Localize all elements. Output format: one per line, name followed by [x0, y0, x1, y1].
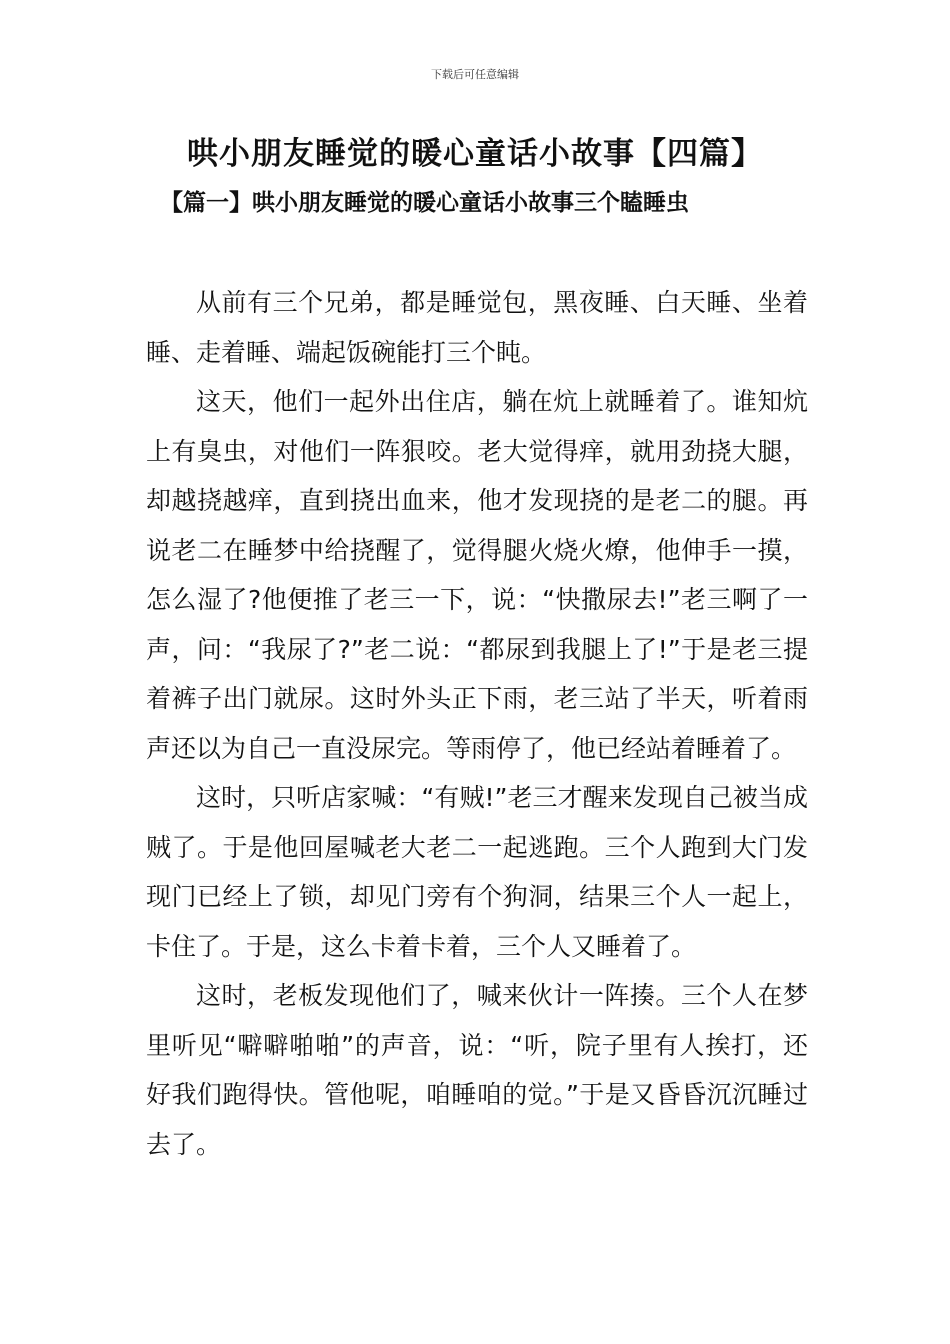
paragraph: 这天，他们一起外出住店，躺在炕上就睡着了。谁知炕上有臭虫，对他们一阵狠咬。老大觉得痒，就用劲挠大腿，却越挠越痒，直到挠出血来，他才发现挠的是老二的腿。再说老二在睡梦中给挠醒了，觉得腿火烧火燎，他伸手一摸，怎么湿了?他便推了老三一下，说：“快撒尿去!”老三啊了一声，问：“我尿了?”老二说：“都尿到我腿上了!”于是老三提着裤子出门就尿。这时外头正下雨，老三站了半天，听着雨声还以为自己一直没尿完。等雨停了，他已经站着睡着了。 — [146, 387, 808, 763]
document-title: 哄小朋友睡觉的暖心童话小故事【四篇】 — [187, 136, 763, 172]
paragraph: 这时，只听店家喊：“有贼!”老三才醒来发现自己被当成贼了。于是他回屋喊老大老二一起逃跑。三个人跑到大门发现门已经上了锁，却见门旁有个狗洞，结果三个人一起上，卡住了。于是，这么卡着卡着，三个人又睡着了。 — [146, 783, 808, 961]
paragraph: 从前有三个兄弟，都是睡觉包，黑夜睡、白天睡、坐着睡、走着睡、端起饭碗能打三个盹。 — [146, 288, 808, 367]
header-note: 下载后可任意编辑 — [431, 68, 519, 81]
paragraph: 这时，老板发现他们了，喊来伙计一阵揍。三个人在梦里听见“噼噼啪啪”的声音，说：“听，院子里有人挨打，还好我们跑得快。管他呢，咱睡咱的觉。”于是又昏昏沉沉睡过去了。 — [146, 981, 808, 1159]
story-body — [146, 278, 808, 1169]
section-heading: 【篇一】哄小朋友睡觉的暖心童话小故事三个瞌睡虫 — [160, 190, 689, 216]
